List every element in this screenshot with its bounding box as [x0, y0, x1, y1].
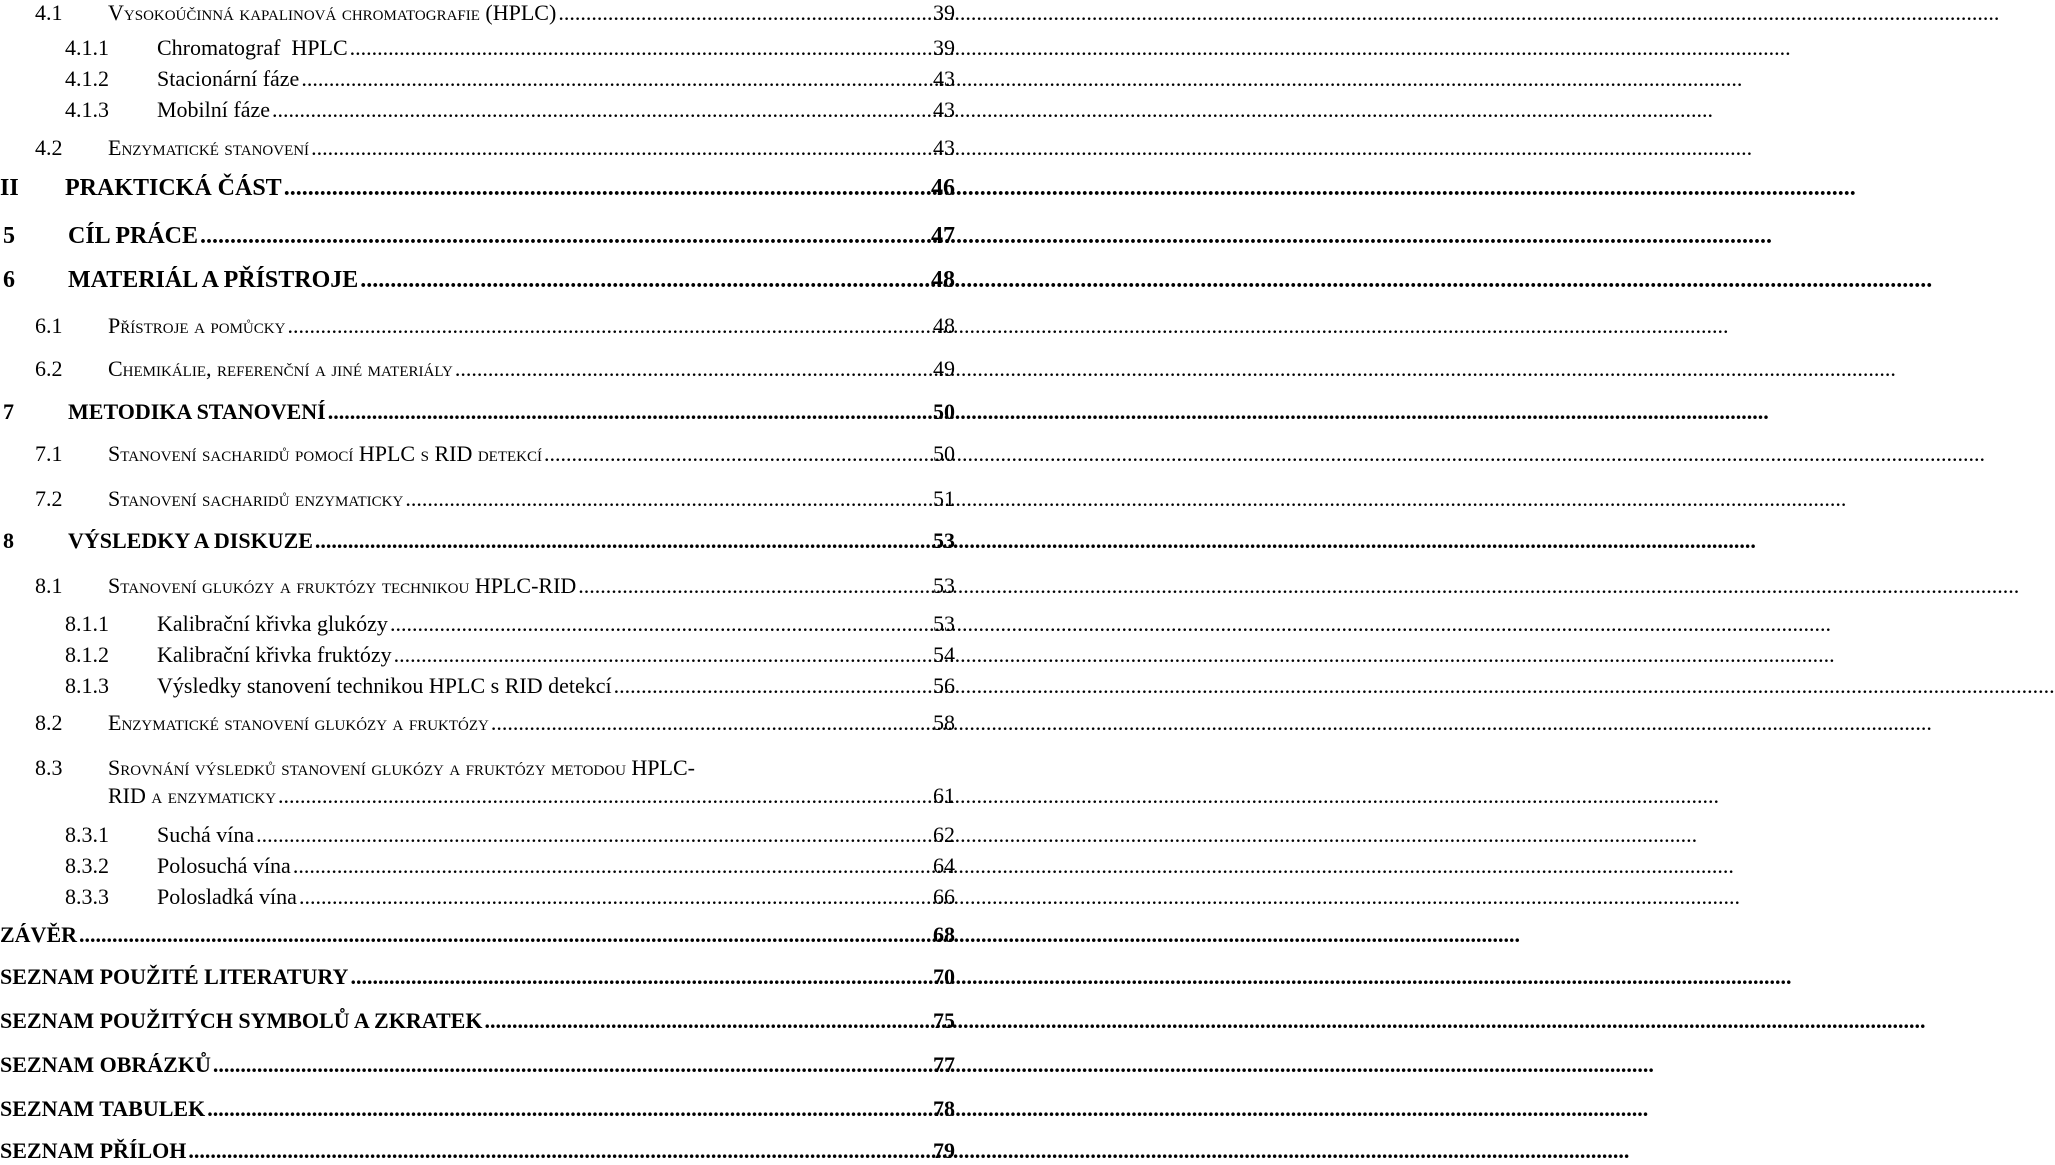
toc-entry-4-1-2[interactable]	[0, 66, 955, 92]
toc-page-number: 53	[933, 611, 955, 636]
toc-entry-7[interactable]	[0, 399, 955, 425]
toc-page-number: 56	[933, 673, 955, 698]
toc-page-number: 53	[933, 573, 955, 598]
dot-leader	[79, 922, 932, 948]
dot-leader	[287, 313, 932, 339]
toc-title: Stanovení sacharidů pomocí HPLC s RID detekcí	[108, 441, 542, 466]
toc-page-number: 70	[933, 964, 955, 989]
dot-leader	[284, 175, 930, 202]
dot-leader	[272, 97, 932, 123]
dot-leader	[390, 611, 932, 637]
dot-leader	[614, 673, 932, 699]
toc-entry-6[interactable]	[0, 267, 955, 294]
toc-entry-8-1-3[interactable]	[0, 673, 955, 699]
toc-title: Stanovení glukózy a fruktózy technikou HPLC-RID	[108, 573, 577, 598]
toc-title: Stacionární fáze	[157, 66, 300, 91]
dot-leader	[405, 486, 932, 512]
toc-page-number: 61	[933, 783, 955, 808]
toc-number: 4.1	[35, 0, 63, 25]
toc-title: CÍL PRÁCE	[68, 223, 199, 249]
toc-title: SEZNAM OBRÁZKŮ	[0, 1052, 211, 1077]
toc-number: 7.2	[35, 486, 63, 511]
toc-number: 8.1.2	[65, 642, 109, 667]
dot-leader	[455, 356, 932, 382]
toc-entry-5[interactable]	[0, 223, 955, 250]
dot-leader	[558, 0, 932, 26]
toc-title: Kalibrační křivka glukózy	[157, 611, 388, 636]
toc-number: 8.1.1	[65, 611, 109, 636]
toc-entry-7-1[interactable]	[0, 441, 955, 467]
dot-leader	[301, 66, 932, 92]
dot-leader	[578, 573, 932, 599]
toc-page-number: 54	[933, 642, 955, 667]
toc-entry-8[interactable]	[0, 528, 955, 554]
toc-entry-8-1-1[interactable]	[0, 611, 955, 637]
toc-page-number: 49	[933, 356, 955, 381]
toc-entry-6-1[interactable]	[0, 313, 955, 339]
toc-page-number: 77	[933, 1052, 955, 1077]
toc-title: MATERIÁL A PŘÍSTROJE	[68, 267, 359, 293]
toc-page-number: 58	[933, 710, 955, 735]
dot-leader	[293, 853, 932, 879]
dot-leader	[311, 135, 932, 161]
toc-page-number: 43	[933, 66, 955, 91]
dot-leader	[315, 528, 932, 554]
toc-entry-part-ii[interactable]	[0, 175, 955, 202]
toc-title: Přístroje a pomůcky	[108, 313, 286, 338]
toc-title: Stanovení sacharidů enzymaticky	[108, 486, 404, 511]
dot-leader	[484, 1008, 932, 1034]
toc-title-line-2: RID a enzymaticky	[108, 783, 277, 808]
toc-title: Chromatograf HPLC	[157, 35, 348, 60]
toc-number: 8.1	[35, 573, 63, 598]
toc-entry-7-2[interactable]	[0, 486, 955, 512]
toc-entry-tabulky[interactable]	[0, 1096, 955, 1122]
toc-title: SEZNAM POUŽITÝCH SYMBOLŮ A ZKRATEK	[0, 1008, 483, 1033]
dot-leader	[207, 1096, 932, 1122]
toc-entry-prilohy[interactable]	[0, 1138, 955, 1164]
toc-number: 4.1.3	[65, 97, 109, 122]
dot-leader	[544, 441, 932, 467]
dot-leader	[491, 710, 932, 736]
dot-leader	[256, 822, 932, 848]
toc-number: 6.2	[35, 356, 63, 381]
toc-entry-8-3-2[interactable]	[0, 853, 955, 879]
toc-page-number: 62	[933, 822, 955, 847]
toc-page-number: 75	[933, 1008, 955, 1033]
toc-title: Vysokoúčinná kapalinová chromatografie (HPLC)	[108, 0, 557, 25]
toc-title: Enzymatické stanovení glukózy a fruktózy	[108, 710, 489, 735]
toc-title: Polosuchá vína	[157, 853, 291, 878]
toc-title: PRAKTICKÁ ČÁST	[65, 175, 282, 201]
toc-title: ZÁVĚR	[0, 922, 78, 947]
toc-number: 8	[3, 528, 14, 553]
toc-number: 4.1.1	[65, 35, 109, 60]
toc-page-number: 43	[933, 97, 955, 122]
toc-page-number: 43	[933, 135, 955, 160]
toc-number: 8.3.1	[65, 822, 109, 847]
toc-title: SEZNAM POUŽITÉ LITERATURY	[0, 964, 349, 989]
toc-entry-symboly[interactable]	[0, 1008, 955, 1034]
toc-title: Výsledky stanovení technikou HPLC s RID detekcí	[157, 673, 612, 698]
toc-entry-8-3-1[interactable]	[0, 822, 955, 848]
toc-title: Chemikálie, referenční a jiné materiály	[108, 356, 453, 381]
toc-title: VÝSLEDKY A DISKUZE	[68, 528, 313, 553]
toc-number: 6.1	[35, 313, 63, 338]
toc-title: Kalibrační křivka fruktózy	[157, 642, 392, 667]
dot-leader	[328, 399, 932, 425]
toc-number: 4.1.2	[65, 66, 109, 91]
dot-leader	[278, 783, 932, 809]
dot-leader	[394, 642, 932, 668]
toc-entry-8-2[interactable]	[0, 710, 955, 736]
dot-leader	[350, 35, 932, 61]
toc-page-number: 50	[933, 441, 955, 466]
toc-entry-4-1-1[interactable]	[0, 35, 955, 61]
toc-entry-8-1[interactable]	[0, 573, 955, 599]
toc-page-number: 79	[933, 1138, 955, 1163]
toc-number: 8.1.3	[65, 673, 109, 698]
toc-page-number: 66	[933, 884, 955, 909]
toc-entry-literatura[interactable]	[0, 964, 955, 990]
toc-title: METODIKA STANOVENÍ	[68, 399, 326, 424]
toc-page-number: 39	[933, 35, 955, 60]
toc-page-number: 51	[933, 486, 955, 511]
toc-page-number: 64	[933, 853, 955, 878]
toc-page-number: 53	[933, 528, 955, 553]
toc-entry-4-1-3[interactable]	[0, 97, 955, 123]
toc-title: Enzymatické stanovení	[108, 135, 310, 160]
dot-leader	[213, 1052, 932, 1078]
toc-entry-8-3[interactable]	[0, 755, 955, 809]
toc-title-line-1: Srovnání výsledků stanovení glukózy a fruktózy metodou HPLC-	[108, 755, 695, 780]
toc-entry-4-2[interactable]	[0, 135, 955, 161]
toc-entry-8-1-2[interactable]	[0, 642, 955, 668]
toc-page-number: 46	[931, 175, 955, 201]
dot-leader	[299, 884, 932, 910]
toc-number: 8.3	[35, 755, 63, 780]
toc-entry-zaver[interactable]	[0, 922, 955, 948]
toc-number: 8.3.3	[65, 884, 109, 909]
toc-entry-6-2[interactable]	[0, 356, 955, 382]
toc-page-number: 50	[933, 399, 955, 424]
toc-number: 8.3.2	[65, 853, 109, 878]
toc-page-number: 78	[933, 1096, 955, 1121]
toc-page-number: 47	[931, 223, 955, 249]
toc-number: 5	[3, 223, 15, 249]
toc-entry-8-3-3[interactable]	[0, 884, 955, 910]
toc-number: II	[0, 175, 19, 201]
dot-leader	[200, 223, 930, 250]
toc-page-number: 39	[933, 0, 955, 25]
dot-leader	[188, 1138, 932, 1164]
toc-page-number: 48	[931, 267, 955, 293]
toc-entry-4-1[interactable]	[0, 0, 955, 26]
dot-leader	[360, 267, 930, 294]
toc-number: 7.1	[35, 441, 63, 466]
toc-title: SEZNAM TABULEK	[0, 1096, 206, 1121]
toc-title: Polosladká vína	[157, 884, 297, 909]
toc-entry-obrazky[interactable]	[0, 1052, 955, 1078]
table-of-contents	[0, 0, 960, 1165]
toc-number: 8.2	[35, 710, 63, 735]
toc-number: 6	[3, 267, 15, 293]
toc-number: 7	[3, 399, 14, 424]
toc-title: SEZNAM PŘÍLOH	[0, 1138, 187, 1163]
toc-page-number: 48	[933, 313, 955, 338]
toc-title: Suchá vína	[157, 822, 255, 847]
toc-number: 4.2	[35, 135, 63, 160]
toc-title: Mobilní fáze	[157, 97, 271, 122]
toc-page-number: 68	[933, 922, 955, 947]
dot-leader	[350, 964, 932, 990]
